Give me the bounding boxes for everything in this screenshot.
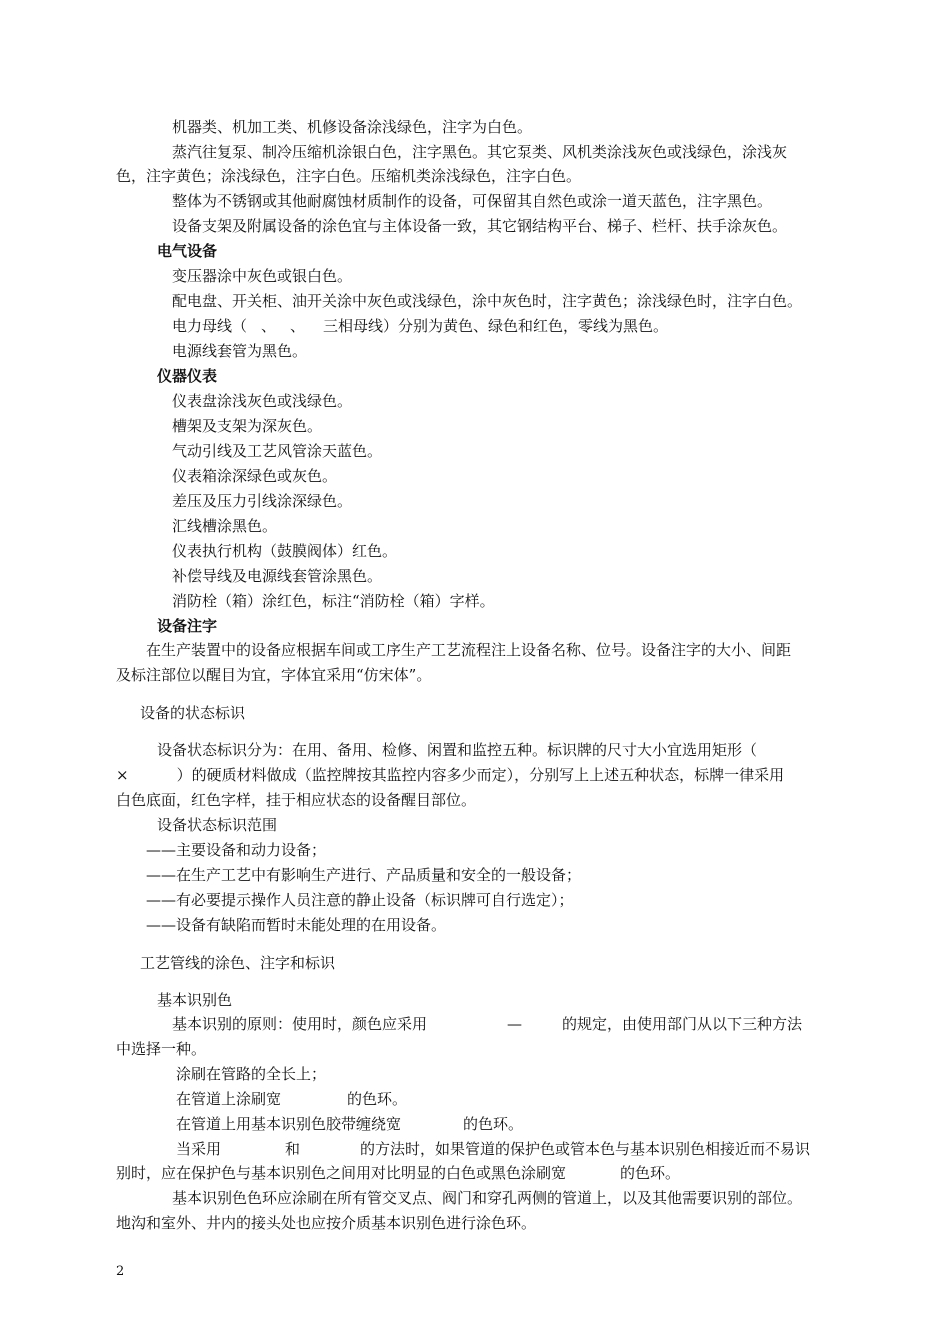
- section-title-status: 设备的状态标识: [140, 704, 246, 722]
- paragraph-line: 设备状态标识范围: [157, 816, 278, 834]
- paragraph-line: 白色底面，红色字样，挂于相应状态的设备醒目部位。: [116, 791, 477, 809]
- paragraph-line: 仪表盘涂浅灰色或浅绿色。: [172, 392, 353, 410]
- list-item: ——设备有缺陷而暂时未能处理的在用设备。: [146, 916, 447, 934]
- section-title-pipe: 工艺管线的涂色、注字和标识: [140, 954, 336, 972]
- paragraph-line: [172, 316, 668, 336]
- paragraph-line: 机器类、机加工类、机修设备涂浅绿色，注字为白色。: [172, 118, 533, 136]
- paragraph-line: 蒸汽往复泵、制冷压缩机涂银白色，注字黑色。其它泵类、风机类涂浅灰色或浅绿色，涂浅灰: [172, 143, 788, 161]
- section-heading-marking: 设备注字: [157, 617, 218, 635]
- text-segment: ）的硬质材料做成（监控牌按其监控内容多少而定），分别写上上述五种状态，标牌一律采用: [176, 766, 785, 784]
- page-number: 2: [116, 1264, 125, 1279]
- paragraph-line: [172, 1014, 802, 1034]
- paragraph-line: 变压器涂中灰色或银白色。: [172, 267, 353, 285]
- section-heading-electric: 电气设备: [157, 242, 218, 260]
- text-segment: 当采用: [176, 1140, 222, 1158]
- text-segment: 、: [290, 317, 306, 335]
- text-segment: 的色环。: [620, 1164, 681, 1182]
- paragraph-line: 设备支架及附属设备的涂色宜与主体设备一致，其它钢结构平台、梯子、栏杆、扶手涂灰色。: [172, 217, 788, 235]
- paragraph-line: [116, 1163, 680, 1183]
- paragraph-line: 差压及压力引线涂深绿色。: [172, 492, 353, 510]
- text-segment: 的规定，由使用部门从以下三种方法: [562, 1015, 803, 1033]
- paragraph-line: 中选择一种。: [116, 1040, 207, 1058]
- paragraph-line: [176, 1114, 523, 1134]
- list-item: ——有必要提示操作人员注意的静止设备（标识牌可自行选定）；: [146, 891, 574, 909]
- paragraph-line: 仪表箱涂深绿色或灰色。: [172, 467, 338, 485]
- paragraph-line: [116, 765, 784, 785]
- paragraph-line: 槽架及支架为深灰色。: [172, 417, 323, 435]
- paragraph-line: 气动引线及工艺风管涂天蓝色。: [172, 442, 383, 460]
- text-segment: 别时，应在保护色与基本识别色之间用对比明显的白色或黑色涂刷宽: [116, 1164, 567, 1182]
- paragraph-line: 基本识别色: [157, 991, 233, 1009]
- section-heading-instrument: 仪器仪表: [157, 367, 218, 385]
- list-item: ——在生产工艺中有影响生产进行、产品质量和安全的一般设备；: [146, 866, 582, 884]
- text-segment: 的色环。: [347, 1090, 408, 1108]
- paragraph-line: 涂刷在管路的全长上；: [176, 1065, 327, 1083]
- text-segment: 电力母线（: [172, 317, 248, 335]
- text-segment: 、: [261, 317, 277, 335]
- text-segment: 的色环。: [463, 1115, 524, 1133]
- paragraph-line: 地沟和室外、井内的接头处也应按介质基本识别色进行涂色环。: [116, 1214, 537, 1232]
- paragraph-line: 及标注部位以醒目为宜，字体宜采用“仿宋体”。: [116, 666, 432, 684]
- paragraph-line: 补偿导线及电源线套管涂黑色。: [172, 567, 383, 585]
- list-item: ——主要设备和动力设备；: [146, 841, 327, 859]
- text-segment: 在管道上涂刷宽: [176, 1090, 282, 1108]
- paragraph-line: 在生产装置中的设备应根据车间或工序生产工艺流程注上设备名称、位号。设备注字的大小、间距: [146, 641, 792, 659]
- paragraph-line: 仪表执行机构（鼓膜阀体）红色。: [172, 542, 398, 560]
- paragraph-line: 整体为不锈钢或其他耐腐蚀材质制作的设备，可保留其自然色或涂一道天蓝色，注字黑色。: [172, 192, 773, 210]
- paragraph-line: 汇线槽涂黑色。: [172, 517, 278, 535]
- paragraph-line: 配电盘、开关柜、油开关涂中灰色或浅绿色，涂中灰色时，注字黄色；涂浅绿色时，注字白色。: [172, 292, 803, 310]
- paragraph-line: [176, 1089, 407, 1109]
- text-segment: 在管道上用基本识别色胶带缠绕宽: [176, 1115, 402, 1133]
- text-segment: 三相母线）分别为黄色、绿色和红色，零线为黑色。: [323, 317, 669, 335]
- paragraph-line: 电源线套管为黑色。: [172, 342, 308, 360]
- text-segment: 和: [285, 1140, 301, 1158]
- paragraph-line: 消防栓（箱）涂红色，标注“消防栓（箱）字样。: [172, 592, 495, 610]
- paragraph-line: 色，注字黄色；涂浅绿色，注字白色。压缩机类涂浅绿色，注字白色。: [116, 167, 582, 185]
- text-segment: 的方法时，如果管道的保护色或管本色与基本识别色相接近而不易识: [360, 1140, 811, 1158]
- paragraph-line: [176, 1139, 810, 1159]
- paragraph-line: 设备状态标识分为：在用、备用、检修、闲置和监控五种。标识牌的尺寸大小宜选用矩形（: [157, 741, 758, 759]
- text-segment: 基本识别的原则：使用时，颜色应采用: [172, 1015, 428, 1033]
- text-segment: —: [507, 1015, 523, 1033]
- paragraph-line: 基本识别色色环应涂刷在所有管交叉点、阀门和穿孔两侧的管道上，以及其他需要识别的部位。: [172, 1189, 803, 1207]
- text-segment: ×: [116, 766, 129, 784]
